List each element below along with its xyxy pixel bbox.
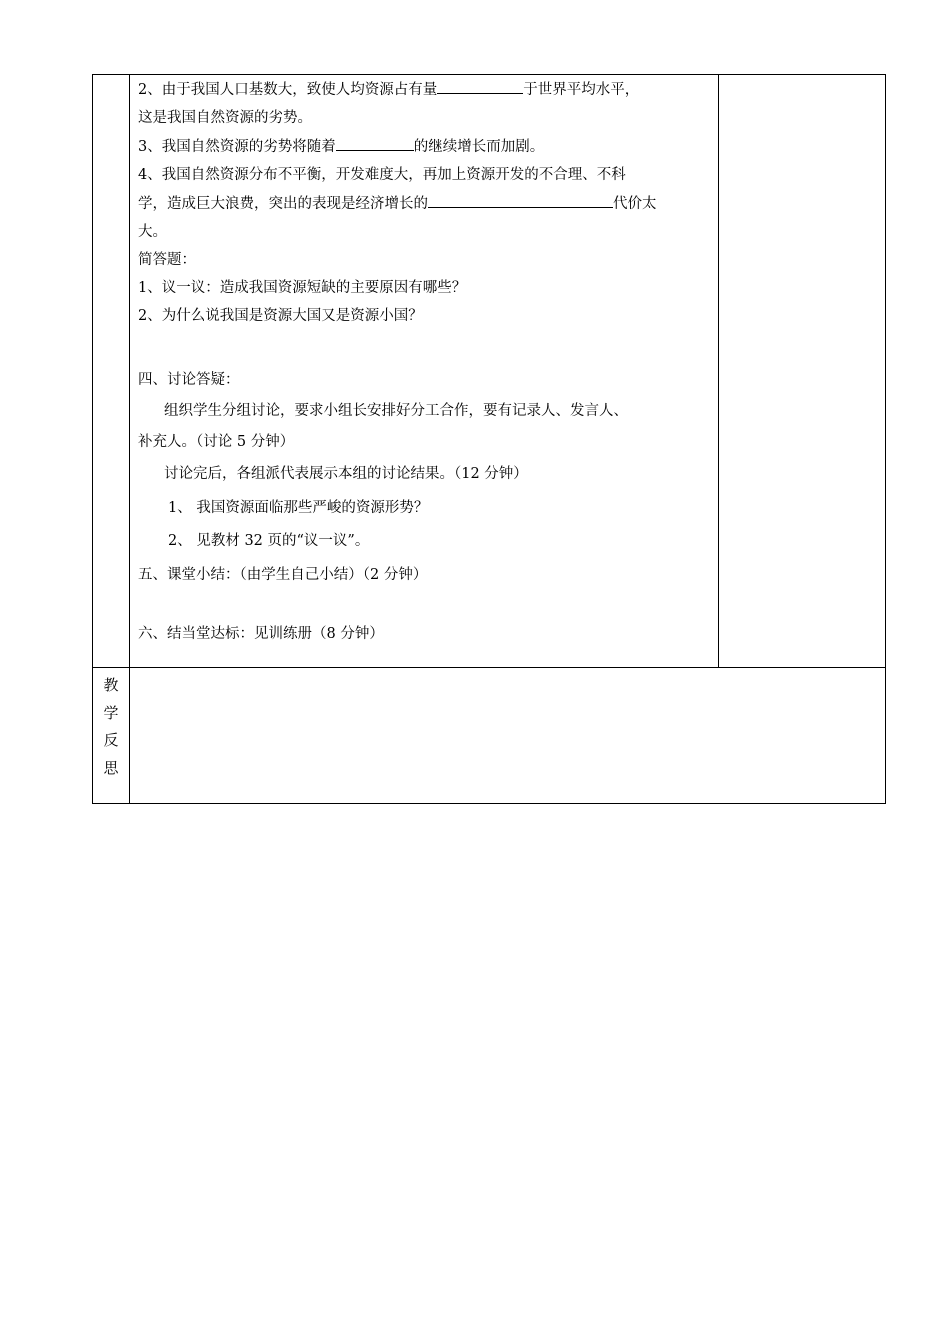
section-4-item-2: 2、 见教材 32 页的“议一议”。 (168, 533, 370, 549)
section-4-paragraph-2: 讨论完后，各组派代表展示本组的讨论结果。（12 分钟） (164, 466, 528, 482)
content-cell (130, 75, 719, 668)
question-2-text: 2、由于我国人口基数大，致使人均资源占有量 (138, 82, 438, 98)
reflection-label-cell (93, 668, 130, 804)
section-4-paragraph-1a: 组织学生分组讨论，要求小组长安排好分工合作，要有记录人、发言人、 (164, 403, 628, 419)
short-answer-heading: 简答题： (138, 252, 196, 268)
reflection-content-cell (130, 668, 886, 804)
fill-blank (428, 189, 613, 208)
section-4-paragraph-1b: 补充人。（讨论 5 分钟） (138, 434, 295, 450)
fill-blank (437, 75, 523, 94)
question-4-text-cont: 代价太 (613, 196, 657, 212)
question-4-text: 学，造成巨大浪费，突出的表现是经济增长的 (138, 196, 428, 212)
question-2-text-cont: 于世界平均水平， (523, 82, 640, 98)
lesson-plan-table (92, 74, 886, 804)
question-4-line-3: 大。 (138, 224, 167, 240)
content-row (93, 75, 886, 668)
short-answer-1: 1、议一议：造成我国资源短缺的主要原因有哪些？ (138, 280, 467, 296)
question-3-line (138, 132, 710, 161)
question-3-text: 3、我国自然资源的劣势将随着 (138, 139, 336, 155)
reflection-row (93, 668, 886, 804)
question-3-text-cont: 的继续增长而加剧。 (413, 139, 545, 155)
question-2-line-2: 这是我国自然资源的劣势。 (138, 110, 312, 126)
right-empty-cell (719, 75, 886, 668)
reflection-label-char: 学 (103, 703, 119, 722)
section-4-heading: 四、讨论答疑： (138, 372, 240, 388)
reflection-label-char: 反 (103, 731, 119, 749)
short-answer-2: 2、为什么说我国是资源大国又是资源小国？ (138, 308, 423, 324)
section-5: 五、课堂小结：（由学生自己小结）（2 分钟） (138, 567, 428, 583)
question-4-line-1: 4、我国自然资源分布不平衡，开发难度大，再加上资源开发的不合理、不科 (138, 167, 626, 183)
left-empty-cell (93, 75, 130, 668)
reflection-label-char: 教 (103, 676, 119, 694)
question-2-line-1 (138, 75, 710, 104)
reflection-label-char: 思 (103, 758, 119, 777)
section-6: 六、结当堂达标：见训练册（8 分钟） (138, 626, 384, 642)
section-4-item-1: 1、 我国资源面临那些严峻的资源形势？ (168, 500, 429, 516)
question-4-line-2 (138, 189, 710, 218)
fill-blank (336, 132, 414, 151)
